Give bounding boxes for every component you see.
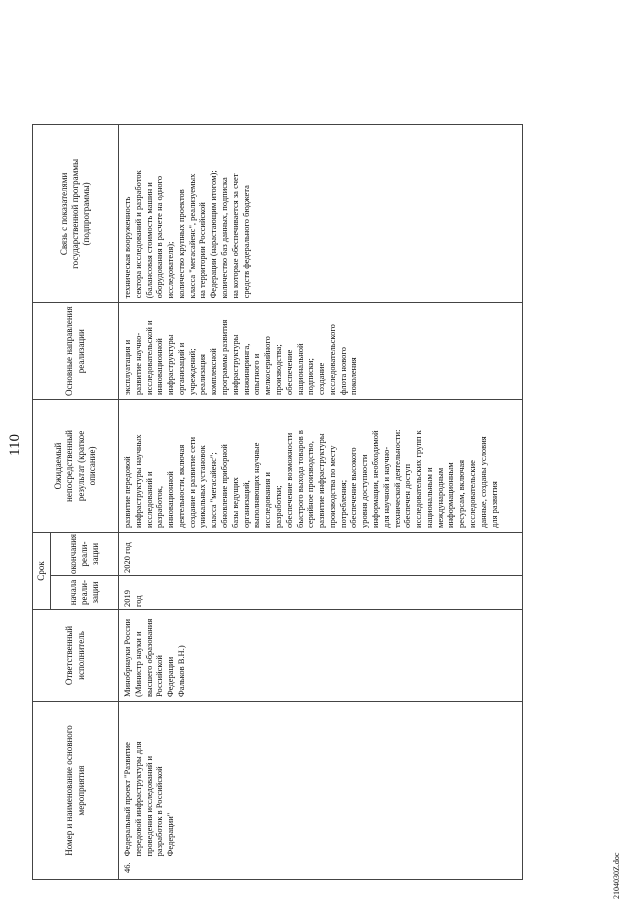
text-line: Основные направления (64, 306, 75, 396)
text-line: исследовательские (467, 460, 477, 528)
text-line: развитие научно- (132, 332, 143, 395)
page-number: 110 (7, 434, 23, 456)
text-line: результат (краткое (75, 430, 86, 502)
text-line: зации (90, 581, 101, 604)
text-line: оборудования в расчете на одного (154, 175, 165, 299)
text-line: эксплуатация и (122, 339, 132, 395)
text-line: программы развития (219, 319, 230, 395)
text-line: реали- (78, 541, 89, 567)
text-line: разработок, (154, 485, 165, 528)
text-line: обеспечение высокого (348, 447, 359, 528)
table-row (119, 125, 523, 880)
text-line: количество крупных проектов (175, 189, 186, 299)
text-line: ресурсам, включая (456, 459, 467, 528)
text-line: Федерации" (165, 812, 176, 857)
text-line: развитие инфраструктуры (316, 433, 327, 528)
text-line: мероприятия (75, 765, 86, 816)
text-line: передовой инфраструктуры для (132, 741, 143, 857)
text-line: реали- (78, 580, 89, 605)
text-line: быстрого выхода товаров в (294, 430, 305, 528)
text-line: национальной (294, 343, 305, 395)
text-line: реализация (197, 354, 208, 395)
cell-result (119, 399, 523, 532)
cell-start: 2019 год (119, 576, 523, 610)
text-line: технической деятельности: (391, 429, 402, 528)
header-executor (33, 610, 119, 702)
text-line: развитие передовой (122, 456, 132, 528)
text-line: исследовательского (326, 324, 337, 395)
text-line: непосредственный (64, 430, 75, 502)
text-line: потребления; (337, 479, 348, 528)
text-line: техническая вооруженность (122, 196, 132, 299)
text-line: подписки; (305, 358, 316, 395)
header-directions (33, 303, 119, 400)
text-line: (Министр науки и (132, 631, 143, 697)
text-line: Фальков В.Н.) (175, 645, 186, 697)
cell-executor (119, 610, 523, 702)
text-line: обеспечение возможности (283, 432, 294, 528)
text-line: организаций, (240, 480, 251, 528)
text-line: средств федерального бюджета (240, 185, 251, 299)
text-line: Ожидаемый (53, 442, 63, 490)
text-line: окончания (67, 533, 78, 574)
text-line: международным (434, 467, 445, 528)
text-line: данные, созданы условия (477, 436, 488, 528)
text-line: на которые обеспечивается за счет (229, 173, 240, 299)
cell-link (119, 125, 523, 303)
text-line: исследовательских групп к (413, 430, 424, 528)
cell-end: 2020 год (119, 532, 523, 575)
cell-number-name (119, 702, 523, 880)
text-line: производства; (272, 344, 283, 395)
text-line: производства по месту (326, 445, 337, 528)
text-line: исполнитель (75, 631, 86, 680)
text-line: комплексной (208, 348, 219, 395)
text-line: исследований и (143, 471, 154, 528)
text-line: количество баз данных, подписка (219, 177, 230, 299)
header-number-name (33, 702, 119, 880)
text-line: уровня доступности (359, 454, 370, 528)
text-line: организаций и (175, 342, 186, 395)
text-line: исследователя); (165, 241, 176, 299)
row-number: 46. (122, 862, 132, 873)
text-line: флота нового (337, 347, 348, 395)
text-line: исследовательской и (143, 320, 154, 395)
text-line: Связь с показателями (58, 172, 69, 256)
text-line: уникальных установок (197, 445, 208, 528)
cell-directions (119, 303, 523, 400)
text-line: инфраструктуры (229, 334, 240, 395)
text-line: серийное производство, (305, 441, 316, 528)
text-line: проведения исследований и (143, 755, 154, 857)
text-line: для развития (488, 481, 499, 528)
header-result (33, 399, 119, 532)
header-link (33, 125, 119, 303)
text-line: реализации (75, 329, 86, 374)
text-line: инжиниринга, (240, 343, 251, 395)
text-line: на территории Российской (197, 202, 208, 299)
text-line: высшего образования (143, 618, 154, 697)
header-start (51, 576, 119, 610)
text-line: деятельности, включая (175, 444, 186, 528)
text-line: обновление приборной (219, 444, 230, 528)
text-line: зации (90, 542, 101, 565)
text-line: начала (67, 579, 78, 606)
text-line: Российской (154, 655, 165, 697)
header-end (51, 532, 119, 575)
text-line: инфраструктуры (165, 334, 176, 395)
text-line: исследования и (262, 472, 273, 528)
text-line: Федерации (165, 656, 176, 697)
text-line: поколения (348, 357, 359, 395)
text-line: Минобрнауки России (122, 618, 132, 697)
text-line: национальным и (423, 467, 434, 528)
activities-table (32, 124, 523, 880)
header-term: Срок (33, 532, 51, 609)
text-line: учреждений; (186, 348, 197, 395)
text-line: выполняющих научные (251, 442, 262, 528)
text-line: для научной и научно- (380, 446, 391, 528)
text-line: разработок в Российской (154, 766, 165, 857)
text-line: класса "мегасайенс"; (208, 452, 219, 528)
text-line: базы ведущих (229, 477, 240, 528)
activity-name (119, 738, 178, 861)
file-name: 2104030Z.doc (612, 852, 621, 899)
text-line: разработки; (272, 485, 283, 528)
text-line: обеспечение (283, 349, 294, 395)
text-line: описание) (86, 446, 97, 486)
text-line: Ответственный (64, 625, 75, 686)
text-line: класса "мегасайенс", реализуемых (186, 173, 197, 299)
text-line: сектора исследований и разработок (132, 170, 143, 299)
text-line: инновационной (165, 471, 176, 528)
text-line: инфраструктуры научных (132, 434, 143, 528)
text-line: (балансовая стоимость машин и (143, 182, 154, 299)
text-line: опытного и (251, 353, 262, 395)
text-line: информационным (445, 462, 456, 528)
text-line: Федеральный проект "Развитие (122, 742, 132, 857)
text-line: создание (316, 362, 327, 395)
text-line: обеспечен доступ (402, 463, 413, 528)
text-line: информации, необходимой (369, 430, 380, 528)
text-line: государственной программы (69, 158, 80, 269)
text-line: (подпрограммы) (81, 182, 92, 246)
text-line: Федерации (нарастающим итогом); (208, 170, 219, 299)
text-line: создание и развитие сети (186, 436, 197, 528)
text-line: мелкосерийного (262, 336, 273, 395)
text-line: Номер и наименование основного (64, 725, 75, 856)
text-line: инновационной (154, 338, 165, 395)
